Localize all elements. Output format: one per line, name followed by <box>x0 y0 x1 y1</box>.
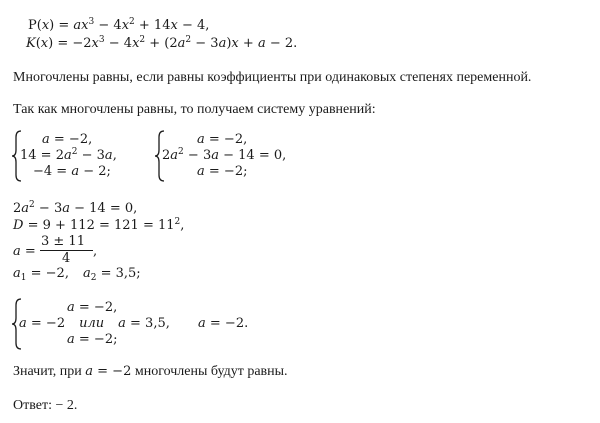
var-a: a <box>21 201 30 216</box>
exponent: 2 <box>129 17 135 27</box>
term: = −2, <box>74 300 118 315</box>
var-a: a <box>73 18 82 33</box>
term: = 3,5; <box>96 266 141 281</box>
var-a: a <box>177 36 186 51</box>
term: = −2 <box>93 364 132 379</box>
term: 2 <box>13 201 22 216</box>
var-a: a <box>197 132 205 147</box>
var-x: x <box>170 18 178 33</box>
var-a: a <box>82 266 91 281</box>
system-result <box>198 316 248 332</box>
eq-sign: = <box>20 244 36 259</box>
var-a: a <box>211 148 219 163</box>
term: = 3,5, <box>125 316 170 331</box>
system-2 <box>155 130 305 182</box>
var-a: a <box>19 316 27 331</box>
var-a: a <box>13 244 21 259</box>
exponent: 2 <box>139 35 146 45</box>
term: − 4 <box>104 36 133 51</box>
exponent: 2 <box>178 147 184 157</box>
term: + (2 <box>145 36 178 51</box>
system-row <box>162 148 286 164</box>
conclusion-text <box>13 364 288 380</box>
term: − 4, <box>177 18 210 33</box>
term: − 3 <box>77 148 105 163</box>
roots <box>13 266 141 282</box>
exponent: 3 <box>88 17 95 27</box>
term: − 3 <box>191 36 219 51</box>
term: = −2 <box>26 316 66 331</box>
term: 2 <box>162 148 171 163</box>
eq-sign: ) = −2 <box>48 36 92 51</box>
term: = −2, <box>204 132 248 147</box>
var-a: a <box>218 36 227 51</box>
term: = 9 + 112 = 121 = 11 <box>23 218 175 233</box>
var-a: a <box>104 148 113 163</box>
var-d: D <box>13 218 24 233</box>
term: − 3 <box>34 201 63 216</box>
var-x: x <box>121 18 130 33</box>
term: − 4 <box>94 18 122 33</box>
equal-condition-text: Многочлены равны, если равны коэффициенты при одинаковых степенях переменной. <box>13 70 532 85</box>
fraction-numerator: 3 ± 11 <box>41 234 85 249</box>
discriminant <box>13 218 184 234</box>
k-label: K <box>26 36 36 51</box>
term: = −2. <box>205 316 249 331</box>
polynomial-k <box>26 36 297 52</box>
var-a: a <box>67 332 75 347</box>
term: = −2; <box>204 164 248 179</box>
quadratic-equation <box>13 201 137 217</box>
fraction-denominator: 4 <box>62 251 71 266</box>
var-a: a <box>63 148 72 163</box>
system-row <box>33 164 111 180</box>
root-formula <box>13 234 113 268</box>
var-x: x <box>81 18 89 33</box>
term: − 2; <box>79 164 111 179</box>
var-a: a <box>118 316 126 331</box>
term: , <box>93 244 98 259</box>
system-row <box>67 332 117 348</box>
p-label: P( <box>28 18 42 33</box>
var-a: a <box>170 148 179 163</box>
exponent: 3 <box>98 35 105 45</box>
term: + <box>238 36 258 51</box>
term: , <box>112 148 117 163</box>
var-x: x <box>132 36 140 51</box>
root-lhs <box>13 244 36 259</box>
term: = −2; <box>74 332 118 347</box>
var-a: a <box>197 164 205 179</box>
or-word: или <box>79 316 105 331</box>
var-x: x <box>40 36 49 51</box>
var-a: a <box>62 201 70 216</box>
subscript: 1 <box>20 273 27 283</box>
term: 14 = 2 <box>20 148 64 163</box>
term: , <box>180 218 185 233</box>
system-1 <box>12 130 142 182</box>
term: − 3 <box>183 148 212 163</box>
paren: ) <box>226 36 232 51</box>
exponent: 2 <box>174 217 181 227</box>
system-row <box>197 132 247 148</box>
system-row <box>197 164 247 180</box>
term: + 14 <box>134 18 171 33</box>
paren: ( <box>35 36 41 51</box>
exponent: 2 <box>71 147 78 157</box>
term: = −2, <box>49 132 93 147</box>
var-x: x <box>231 36 239 51</box>
var-x: x <box>41 18 50 33</box>
polynomial-p <box>28 18 209 34</box>
var-a: a <box>257 36 266 51</box>
term: −4 = <box>33 164 72 179</box>
term: − 14 = 0, <box>218 148 287 163</box>
term: − 14 = 0, <box>69 201 138 216</box>
system-3 <box>12 298 272 350</box>
system-row <box>42 132 92 148</box>
subscript: 2 <box>90 273 97 283</box>
var-a: a <box>198 316 206 331</box>
eq-sign: ) = <box>49 18 74 33</box>
var-a: a <box>67 300 75 315</box>
var-a: a <box>13 266 21 281</box>
term: = −2, <box>26 266 69 281</box>
exponent: 2 <box>29 200 35 210</box>
var-a: a <box>71 164 80 179</box>
var-x: x <box>91 36 99 51</box>
answer-text: Ответ: − 2. <box>13 398 78 413</box>
system-row <box>19 316 170 332</box>
system-row <box>67 300 117 316</box>
var-a: a <box>42 132 50 147</box>
term: Значит, при <box>13 364 86 379</box>
system-row <box>20 148 117 164</box>
system-intro-text: Так как многочлены равны, то получаем систему уравнений: <box>13 102 376 117</box>
var-a: a <box>85 364 94 379</box>
term: − 2. <box>265 36 298 51</box>
exponent: 2 <box>185 35 192 45</box>
term: многочлены будут равны. <box>131 364 288 379</box>
